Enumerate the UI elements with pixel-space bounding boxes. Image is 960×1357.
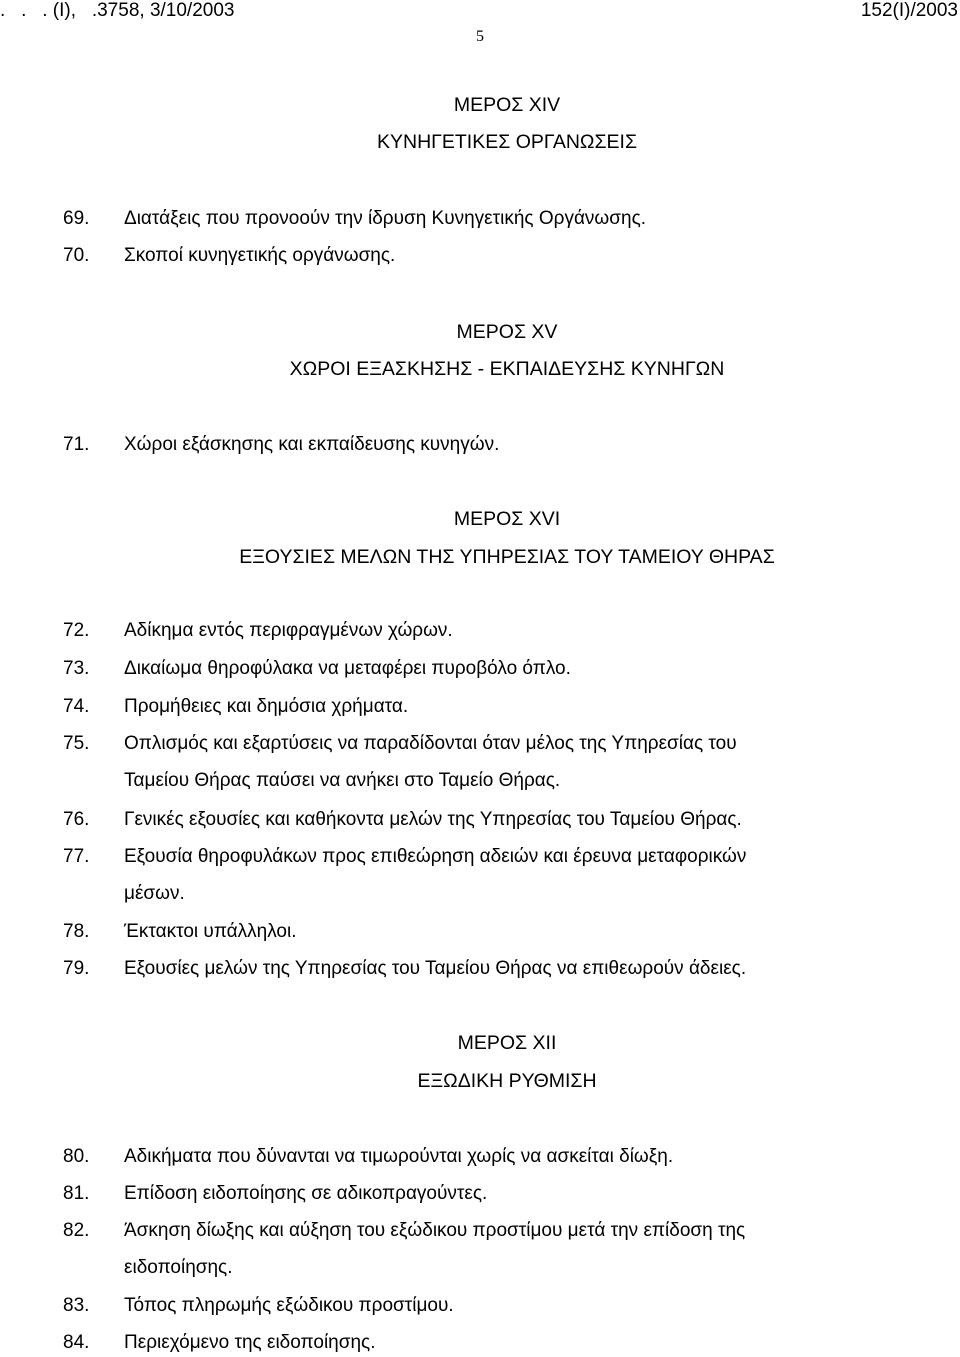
section-title: Αδίκημα εντός περιφραγμένων χώρων. — [124, 620, 453, 641]
section-title: Χώροι εξάσκησης και εκπαίδευσης κυνηγών. — [124, 434, 500, 455]
part-heading: ΜΕΡΟΣ XII — [457, 1032, 557, 1054]
section-number: 74. — [63, 696, 90, 717]
section-number: 75. — [63, 733, 90, 754]
section-number: 84. — [63, 1332, 90, 1353]
section-title: Προμήθειες και δημόσια χρήματα. — [124, 696, 409, 717]
section-title-continuation: μέσων. — [124, 883, 185, 904]
section-title: Γενικές εξουσίες και καθήκοντα μελών της Υπηρεσίας του Ταμείου Θήρας. — [124, 809, 742, 830]
section-number: 70. — [63, 245, 90, 266]
section-number: 71. — [63, 434, 90, 455]
part-heading: ΜΕΡΟΣ XVI — [453, 508, 561, 530]
part-title: ΕΞΟΥΣΙΕΣ ΜΕΛΩΝ ΤΗΣ ΥΠΗΡΕΣΙΑΣ ΤΟΥ ΤΑΜΕΙΟΥ ΘΗΡΑΣ — [239, 546, 775, 568]
section-title: Οπλισμός και εξαρτύσεις να παραδίδονται όταν μέλος της Υπηρεσίας του — [124, 733, 737, 754]
section-number: 78. — [63, 921, 90, 942]
section-number: 80. — [63, 1146, 90, 1167]
section-title-continuation: ειδοποίησης. — [124, 1257, 233, 1278]
section-number: 73. — [63, 658, 90, 679]
section-title: Εξουσία θηροφυλάκων προς επιθεώρηση αδειών και έρευνα μεταφορικών — [124, 846, 747, 867]
section-title: Σκοποί κυνηγετικής οργάνωσης. — [124, 245, 396, 266]
section-number: 79. — [63, 958, 90, 979]
section-title: Επίδοση ειδοποίησης σε αδικοπραγούντες. — [124, 1183, 488, 1204]
section-title: Περιεχόμενο της ειδοποίησης. — [124, 1332, 376, 1353]
section-number: 77. — [63, 846, 90, 867]
section-title: Έκτακτοι υπάλληλοι. — [124, 921, 297, 942]
section-number: 72. — [63, 620, 90, 641]
section-number: 69. — [63, 208, 90, 229]
section-number: 76. — [63, 809, 90, 830]
part-heading: ΜΕΡΟΣ XIV — [453, 94, 561, 116]
part-title: ΕΞΩΔΙΚΗ ΡΥΘΜΙΣΗ — [417, 1070, 597, 1092]
section-title-continuation: Ταμείου Θήρας παύσει να ανήκει στο Ταμείο Θήρας. — [124, 770, 561, 791]
part-heading: ΜΕΡΟΣ XV — [456, 321, 558, 343]
header-reference: . . . (Ι), .3758, 3/10/2003 — [0, 0, 235, 21]
section-number: 83. — [63, 1295, 90, 1316]
part-title: ΧΩΡΟΙ ΕΞΑΣΚΗΣΗΣ - ΕΚΠΑΙΔΕΥΣΗΣ ΚΥΝΗΓΩΝ — [289, 358, 725, 380]
page-number: 5 — [476, 28, 484, 45]
section-title: Εξουσίες μελών της Υπηρεσίας του Ταμείου Θήρας να επιθεωρούν άδειες. — [124, 958, 747, 979]
section-number: 81. — [63, 1183, 90, 1204]
section-title: Διατάξεις που προνοούν την ίδρυση Κυνηγετικής Οργάνωσης. — [124, 208, 646, 229]
section-title: Δικαίωμα θηροφύλακα να μεταφέρει πυροβόλο όπλο. — [124, 658, 571, 679]
section-title: Τόπος πληρωμής εξώδικου προστίμου. — [124, 1295, 454, 1316]
law-number: 152(Ι)/2003 — [860, 0, 958, 21]
section-title: Αδικήματα που δύνανται να τιμωρούνται χωρίς να ασκείται δίωξη. — [124, 1146, 674, 1167]
section-title: Άσκηση δίωξης και αύξηση του εξώδικου προστίμου μετά την επίδοση της — [124, 1220, 746, 1241]
section-number: 82. — [63, 1220, 90, 1241]
part-title: ΚΥΝΗΓΕΤΙΚΕΣ ΟΡΓΑΝΩΣΕΙΣ — [376, 131, 638, 153]
